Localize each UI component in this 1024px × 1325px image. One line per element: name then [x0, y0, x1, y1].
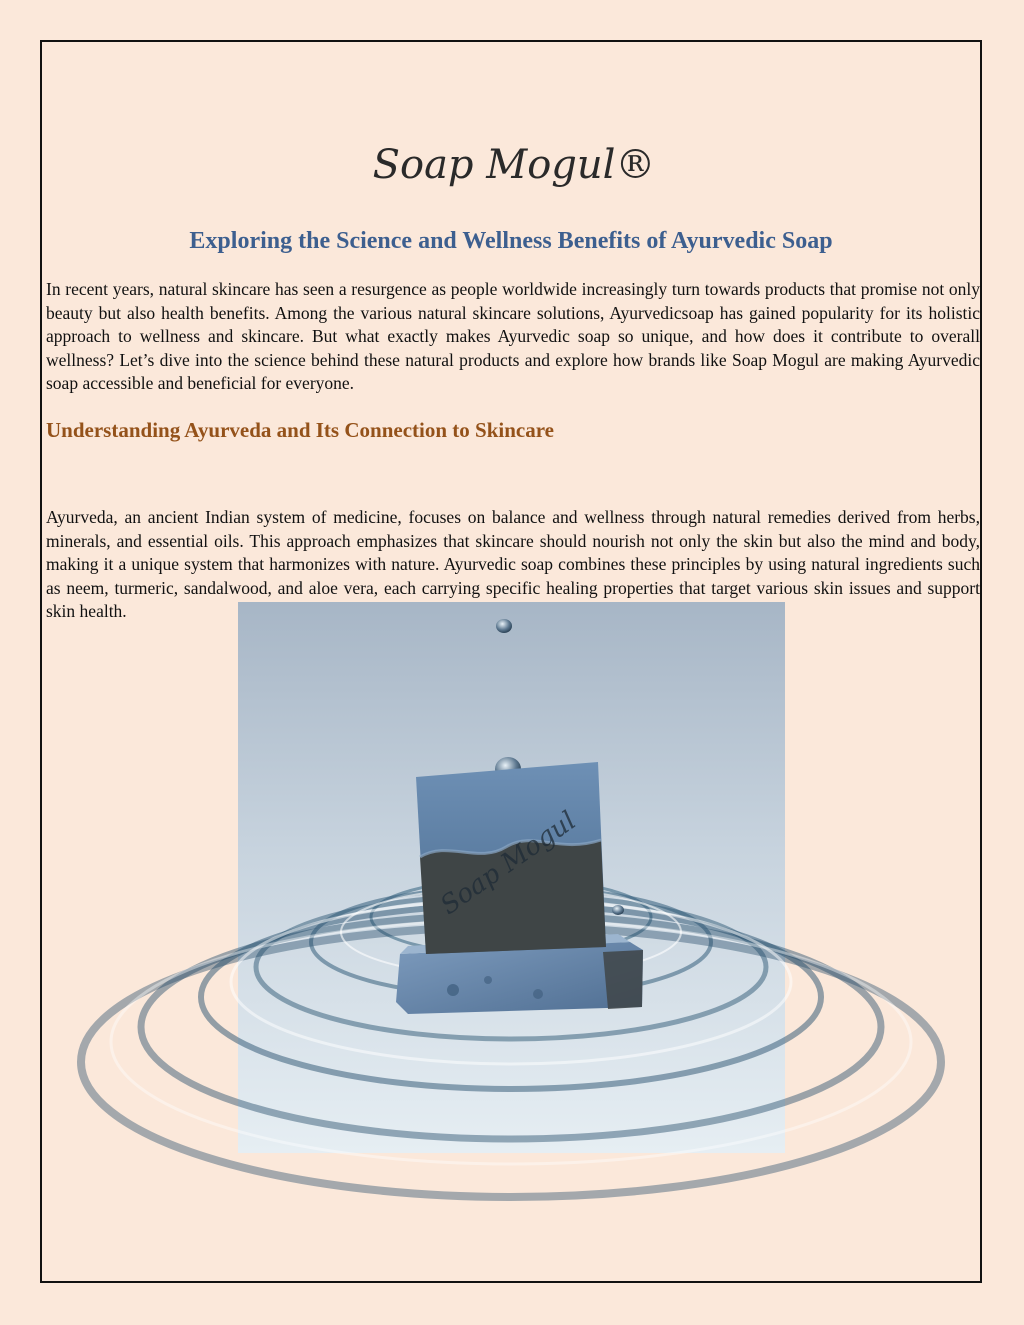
- document-page: [40, 40, 982, 1283]
- intro-paragraph: In recent years, natural skincare has seen a resurgence as people worldwide increasingly turn towards products that promise not only beauty but also health benefits. Among the various natural skincare solutions, Ayurvedicsoap has gained popularity for its holistic approach to wellness and skincare. But what exactly makes Ayurvedic soap so unique, and how does it contribute to overall wellness? Let’s dive into the science behind these natural products and explore how brands like Soap Mogul are making Ayurvedic soap accessible and beneficial for everyone.: [46, 279, 980, 393]
- water-drop-small: [496, 619, 512, 633]
- section-paragraph: Ayurveda, an ancient Indian system of medicine, focuses on balance and wellness through natural remedies derived from herbs, minerals, and essential oils. This approach emphasizes that skincare should nourish not only the skin but also the mind and body, making it a unique system that harmonizes with nature. Ayurvedic soap combines these principles by using natural ingredients such as neem, turmeric, sandalwood, and aloe vera, each carrying specific healing properties that target various skin issues and support skin health.: [46, 507, 980, 621]
- section-heading: Understanding Ayurveda and Its Connection to Skincare: [46, 418, 554, 442]
- article-title: Exploring the Science and Wellness Benefits of Ayurvedic Soap: [189, 228, 833, 254]
- soap-water-photo: [238, 602, 785, 1153]
- soap-stamp-text: Soap Mogul: [435, 805, 582, 922]
- logo-text: Soap Mogul®: [372, 142, 656, 188]
- brand-logo: [372, 126, 656, 206]
